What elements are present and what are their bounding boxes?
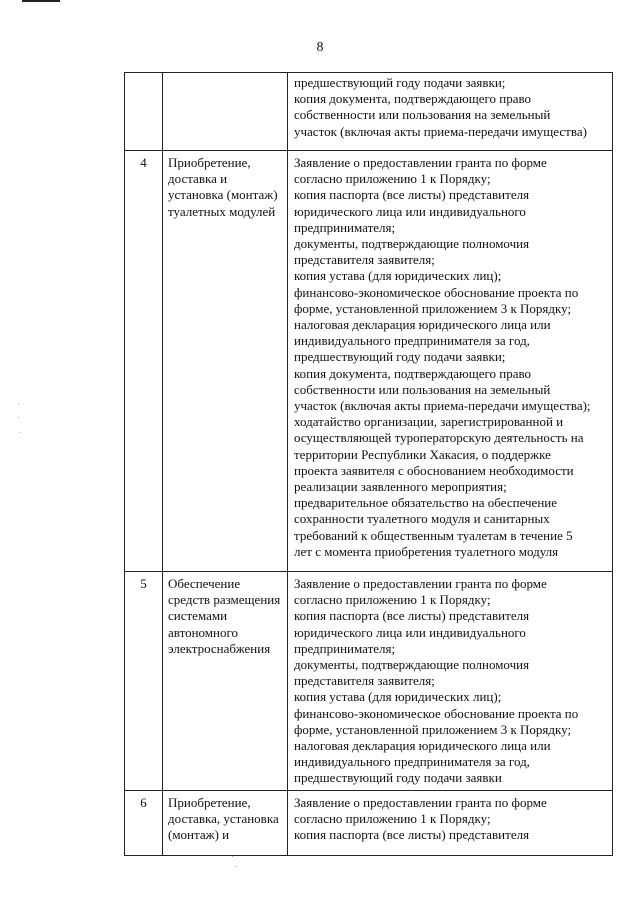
activity-name: [163, 572, 288, 791]
document-line: копия устава (для юридических лиц);: [294, 689, 502, 705]
table-row: [125, 791, 613, 856]
document-line: предшествующий году подачи заявки;: [294, 75, 506, 90]
document-line: копия паспорта (все листы) представителя: [294, 827, 530, 843]
required-documents: [288, 73, 613, 151]
document-line: форме, установленной приложением 3 к Порядку;: [294, 721, 572, 737]
document-line: финансово-экономическое обоснование проекта по: [294, 284, 579, 300]
scan-speck: [20, 432, 21, 433]
document-line: предшествующий году подачи заявки;: [294, 349, 506, 365]
document-line: лет с момента приобретения туалетного модуля: [294, 543, 559, 559]
corner-mark: [22, 0, 60, 2]
document-line: предпринимателя;: [294, 219, 396, 235]
document-line: копия паспорта (все листы) представителя: [294, 608, 530, 624]
document-line: осуществляющей туроператорскую деятельность на: [294, 430, 584, 446]
document-line: индивидуального предпринимателя за год,: [294, 754, 530, 770]
scan-speck: [232, 856, 233, 857]
document-line: налоговая декларация юридического лица или: [294, 317, 551, 333]
document-line: представителя заявителя;: [294, 252, 435, 268]
page-number: 8: [316, 40, 324, 55]
document-line: юридического лица или индивидуального: [294, 624, 526, 640]
document-line: предшествующий году подачи заявки: [294, 770, 502, 786]
table-row: [125, 572, 613, 791]
required-documents: [288, 791, 613, 856]
activity-name: [163, 73, 288, 151]
requirements-table: [124, 72, 613, 856]
table-row: [125, 151, 613, 572]
document-line: сохранности туалетного модуля и санитарных: [294, 511, 550, 527]
activity-name-line: Приобретение,: [168, 155, 251, 170]
document-line: Заявление о предоставлении гранта по форме: [294, 795, 547, 810]
activity-name: [163, 791, 288, 856]
activity-name-line: электроснабжения: [168, 640, 271, 656]
document-line: форме, установленной приложением 3 к Порядку;: [294, 300, 572, 316]
activity-name: [163, 151, 288, 572]
document-line: требований к общественным туалетам в течение 5: [294, 527, 573, 543]
document-line: участок (включая акты приема-передачи имущества): [294, 123, 587, 139]
document-line: территории Республики Хакасия, о поддержке: [294, 446, 551, 462]
document-line: проекта заявителя с обоснованием необходимости: [294, 462, 574, 478]
document-line: собственности или пользования на земельный: [294, 381, 551, 397]
scan-speck: [236, 866, 237, 867]
scan-speck: [18, 404, 19, 405]
document-line: участок (включая акты приема-передачи имущества);: [294, 398, 591, 414]
document-line: предпринимателя;: [294, 640, 396, 656]
document-line: Заявление о предоставлении гранта по форме: [294, 576, 547, 591]
activity-name-line: Обеспечение: [168, 576, 241, 591]
activity-name-line: доставка и: [168, 171, 228, 187]
document-line: предварительное обязательство на обеспечение: [294, 495, 558, 511]
scan-speck: [18, 417, 19, 418]
document-line: согласно приложению 1 к Порядку;: [294, 811, 491, 827]
document-line: финансово-экономическое обоснование проекта по: [294, 705, 579, 721]
document-line: документы, подтверждающие полномочия: [294, 657, 530, 673]
document-line: Заявление о предоставлении гранта по форме: [294, 155, 547, 170]
row-number: 4: [125, 151, 163, 572]
row-number: [125, 73, 163, 151]
document-line: согласно приложению 1 к Порядку;: [294, 592, 491, 608]
required-documents: [288, 151, 613, 572]
table-row: [125, 73, 613, 151]
activity-name-line: доставка, установка: [168, 811, 279, 827]
document-line: собственности или пользования на земельный: [294, 107, 551, 123]
row-number: 5: [125, 572, 163, 791]
document-line: копия устава (для юридических лиц);: [294, 268, 502, 284]
activity-name-line: туалетных модулей: [168, 203, 276, 219]
document-line: налоговая декларация юридического лица или: [294, 738, 551, 754]
document-line: документы, подтверждающие полномочия: [294, 236, 530, 252]
document-line: реализации заявленного мероприятия;: [294, 479, 507, 495]
document-line: согласно приложению 1 к Порядку;: [294, 171, 491, 187]
document-line: юридического лица или индивидуального: [294, 203, 526, 219]
required-documents: [288, 572, 613, 791]
document-line: копия паспорта (все листы) представителя: [294, 187, 530, 203]
document-line: представителя заявителя;: [294, 673, 435, 689]
activity-name-line: установка (монтаж): [168, 187, 278, 203]
document-line: копия документа, подтверждающего право: [294, 91, 532, 107]
row-number: 6: [125, 791, 163, 856]
activity-name-line: средств размещения: [168, 592, 281, 608]
activity-name-line: (монтаж) и: [168, 827, 230, 843]
activity-name-line: автономного: [168, 624, 238, 640]
document-line: копия документа, подтверждающего право: [294, 365, 532, 381]
activity-name-line: Приобретение,: [168, 795, 251, 810]
activity-name-line: системами: [168, 608, 228, 624]
document-line: индивидуального предпринимателя за год,: [294, 333, 530, 349]
document-line: ходатайство организации, зарегистрированной и: [294, 414, 564, 430]
